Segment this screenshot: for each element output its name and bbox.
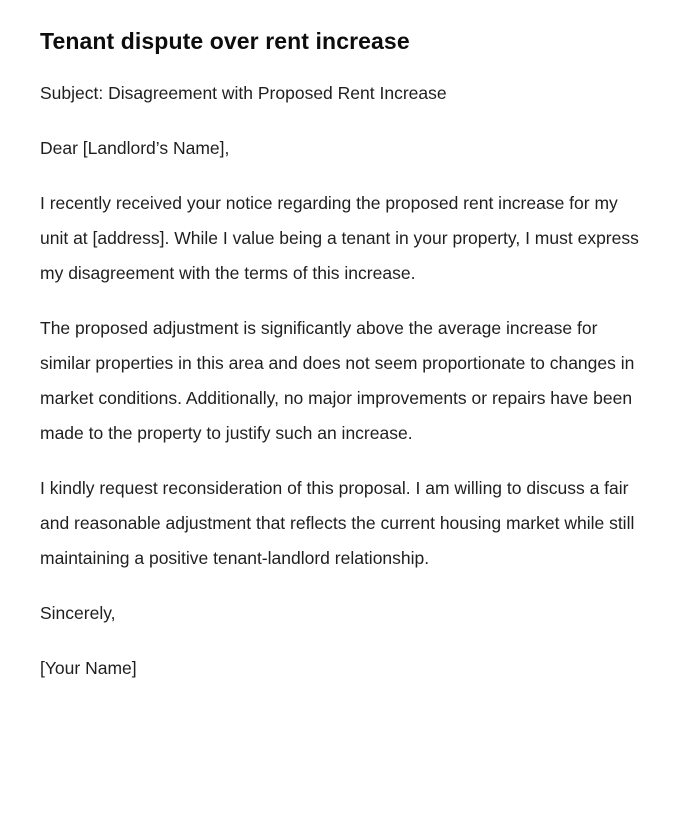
salutation: Dear [Landlord’s Name],: [40, 138, 230, 158]
signature: [Your Name]: [40, 658, 137, 678]
page-title: Tenant dispute over rent increase: [40, 28, 410, 54]
letter-paragraph-3: I kindly request reconsideration of this proposal. I am willing to discuss a fair and reasonable adjustment that reflects the current housing market while still maintaining a positive tenant-landlord relationship.: [40, 478, 635, 568]
closing: Sincerely,: [40, 603, 116, 623]
letter-paragraph-2: The proposed adjustment is significantly above the average increase for similar properties in this area and does not seem proportionate to changes in market conditions. Additionally, no major improvements or repairs have been made to the property to justify such an increase.: [40, 318, 635, 443]
subject-line: Subject: Disagreement with Proposed Rent Increase: [40, 83, 447, 103]
letter-paragraph-1: I recently received your notice regarding the proposed rent increase for my unit at [address]. While I value being a tenant in your property, I must express my disagreement with the terms of this increase.: [40, 193, 639, 283]
